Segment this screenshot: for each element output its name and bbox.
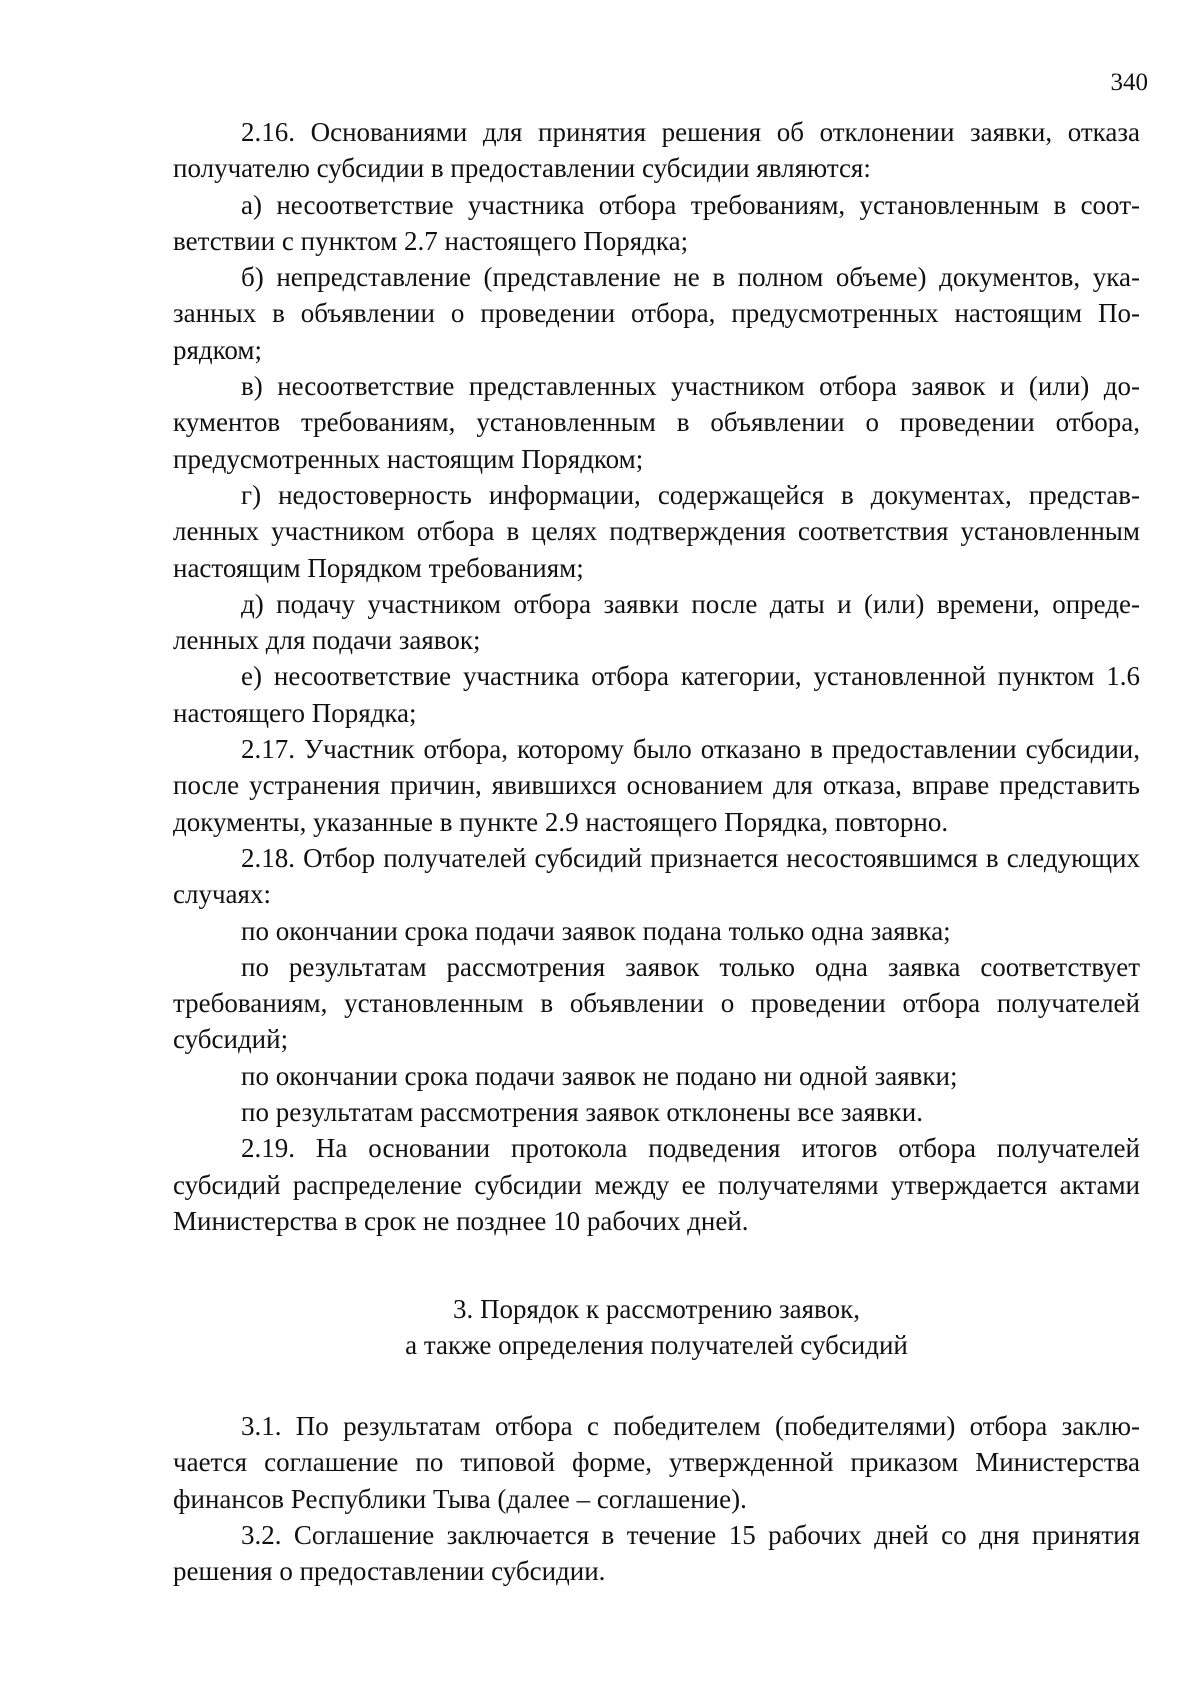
case-2: по результатам рассмотрения заявок только одна заявка соответствует требованиям, установленным в объявлении о проведении отбора получателей субсидий; [173,951,1140,1055]
case-1: по окончании срока подачи заявок подана только одна заявка; [241,915,951,946]
section-3-heading-line-2: а также определения получателей субсидий [405,1330,908,1361]
section-3-text [173,1408,1140,1589]
list-item-e: е) несоответствие участника отбора категории, установленной пунктом 1.6 настоящего Порядка; [173,661,1140,728]
case-3: по окончании срока подачи заявок не подано ни одной заявки; [241,1060,958,1091]
paragraph-2-18: 2.18. Отбор получателей субсидий признается несостоявшимся в следующих случаях: [173,842,1140,910]
paragraph-2-17: 2.17. Участник отбора, которому было отказано в предоставлении субсидии, после устранения причин, явившихся основанием для отказа, вправе представить документы, указанные в пункте 2.9 настоящего Порядка, повторно. [173,734,1140,837]
paragraph-3-2: 3.2. Соглашение заключается в течение 15 рабочих дней со дня принятия решения о предоставлении субсидии. [173,1519,1140,1587]
paragraph-2-19: 2.19. На основании протокола подведения итогов отбора получателей субсидий распределение субсидии между ее получателями утверждается актами Министерства в срок не позднее 10 рабочих дней. [173,1133,1140,1236]
list-item-g: г) недостоверность информации, содержащейся в документах, представленных участником отбора в целях подтверждения соответствия установленным настоящим Порядком требованиям; [173,479,1140,583]
section-3-heading [173,1291,1140,1364]
list-item-b: б) непредставление (представление не в полном объеме) документов, указанных в объявлении о проведении отбора, предусмотренных настоящим Порядком; [173,262,1140,365]
section-3-heading-line-1: 3. Порядок к рассмотрению заявок, [452,1294,860,1324]
list-item-a: а) несоответствие участника отбора требованиям, установленным в соответствии с пунктом 2.7 настоящего Порядка; [173,189,1140,256]
section-2-text [173,114,1140,1239]
case-4: по результатам рассмотрения заявок отклонены все заявки. [241,1097,923,1128]
list-item-d: д) подачу участником отбора заявки после даты и (или) времени, определенных для подачи заявок; [173,588,1140,656]
paragraph-3-1: 3.1. По результатам отбора с победителем (победителями) отбора заключается соглашение по типовой форме, утвержденной приказом Министерства финансов Республики Тыва (далее – соглашение). [173,1411,1140,1514]
list-item-v: в) несоответствие представленных участником отбора заявок и (или) документов требованиям, установленным в объявлении о проведении отбора, предусмотренных настоящим Порядком; [173,371,1140,474]
page-number: 340 [1110,69,1148,96]
paragraph-2-16: 2.16. Основаниями для принятия решения об отклонении заявки, отказа получателю субсидии в предоставлении субсидии являются: [173,117,1140,184]
